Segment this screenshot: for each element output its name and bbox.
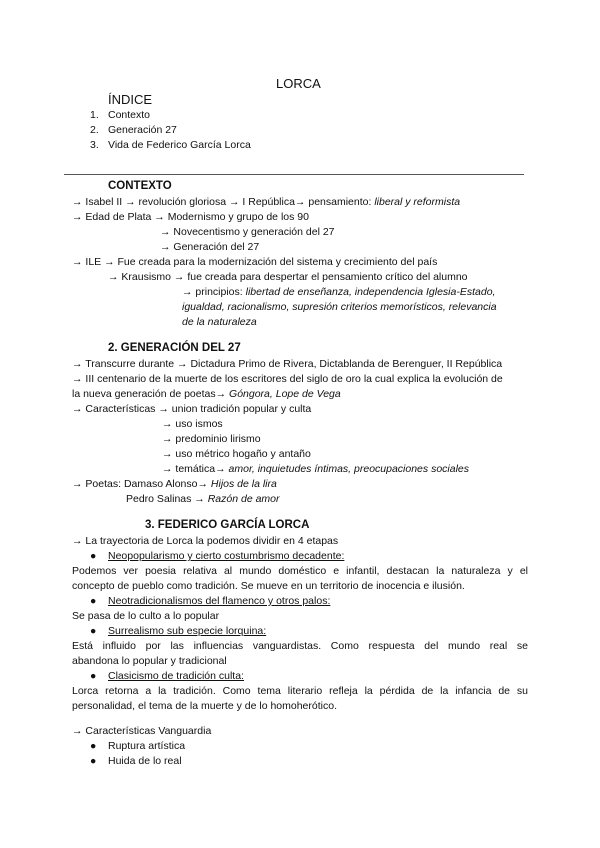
- gen27-line-10-italic: Razón de amor: [207, 493, 280, 505]
- contexto-line-3: → Novecentismo y generación del 27: [160, 226, 335, 238]
- gen27-line-10: [126, 493, 280, 506]
- index-item-2-label: Generación 27: [108, 124, 177, 136]
- bullet-icon: ●: [90, 670, 97, 682]
- lorca-vanguardia-item-1: [90, 740, 185, 753]
- lorca-stage-2-text: Se pasa de lo culto a lo popular: [72, 610, 220, 622]
- lorca-heading: 3. FEDERICO GARCÍA LORCA: [145, 519, 310, 531]
- lorca-stage-4: [90, 670, 244, 683]
- gen27-line-9-text: → Poetas: Damaso Alonso→: [72, 478, 211, 490]
- lorca-stage-3-text-a: Está influido por las influencias vanguardistas. Como respuesta del mundo real se: [72, 640, 528, 652]
- bullet-icon: ●: [90, 625, 97, 637]
- lorca-vanguardia: → Características Vanguardia: [72, 725, 212, 737]
- contexto-line-1-italic: liberal y reformista: [374, 196, 461, 208]
- bullet-icon: ●: [90, 755, 97, 767]
- lorca-vanguardia-item-1-label: Ruptura artística: [108, 740, 186, 752]
- gen27-heading: 2. GENERACIÓN DEL 27: [108, 342, 241, 354]
- gen27-line-1: → Transcurre durante → Dictadura Primo de Rivera, Dictablanda de Berenguer, II República: [72, 358, 503, 370]
- contexto-line-7: [182, 286, 495, 299]
- lorca-stage-2-label: Neotradicionalismos del flamenco y otros palos:: [108, 595, 331, 607]
- bullet-icon: ●: [90, 550, 97, 562]
- gen27-line-3-italic: Góngora, Lope de Vega: [229, 388, 341, 400]
- index-item-3: 3. Vida de Federico García Lorca: [90, 139, 251, 151]
- index-item-1-label: Contexto: [108, 109, 151, 121]
- lorca-vanguardia-item-2-label: Huida de lo real: [108, 755, 182, 767]
- contexto-line-2: → Edad de Plata → Modernismo y grupo de los 90: [72, 211, 309, 223]
- lorca-stage-4-label: Clasicismo de tradición culta:: [108, 670, 244, 682]
- gen27-line-4: → Características → union tradición popular y culta: [72, 403, 312, 415]
- index-item-3-label: Vida de Federico García Lorca: [108, 139, 251, 151]
- gen27-line-3: [72, 388, 341, 401]
- gen27-line-9: [72, 478, 277, 491]
- contexto-line-9: de la naturaleza: [182, 316, 257, 328]
- gen27-line-10-text: Pedro Salinas →: [126, 493, 208, 505]
- bullet-icon: ●: [90, 740, 97, 752]
- contexto-line-5: → ILE → Fue creada para la modernización del sistema y crecimiento del país: [72, 256, 438, 268]
- gen27-line-8-text: → temática→: [162, 463, 229, 475]
- gen27-line-7: → uso métrico hogaño y antaño: [162, 448, 311, 460]
- lorca-stage-4-text-b: personalidad, el tema de la muerte y de lo homoherótico.: [72, 700, 337, 712]
- index-item-2: 2. Generación 27: [90, 124, 177, 136]
- page-title: LORCA: [276, 76, 321, 91]
- index-heading: ÍNDICE: [108, 92, 153, 107]
- index-item-1: 1. Contexto: [90, 109, 151, 121]
- lorca-stage-1-label: Neopopularismo y cierto costumbrismo decadente:: [108, 550, 345, 562]
- contexto-heading: CONTEXTO: [108, 180, 172, 192]
- contexto-line-4: → Generación del 27: [160, 241, 260, 253]
- lorca-stage-2: [90, 595, 330, 608]
- lorca-vanguardia-item-2: [90, 755, 182, 768]
- contexto-line-8: igualdad, racionalismo, supresión criterios memorísticos, relevancia: [182, 301, 497, 313]
- lorca-stage-3-label: Surrealismo sub especie lorquina:: [108, 625, 267, 637]
- lorca-intro: → La trayectoria de Lorca la podemos dividir en 4 etapas: [72, 535, 339, 547]
- divider: [64, 174, 524, 175]
- gen27-line-6: → predominio lirismo: [162, 433, 261, 445]
- lorca-stage-1: [90, 550, 344, 563]
- lorca-stage-1-text-a: Podemos ver poesia relativa al mundo doméstico e infantil, destacan la naturaleza y el: [72, 565, 528, 577]
- gen27-line-2: → III centenario de la muerte de los escritores del siglo de oro la cual explica la evolución de: [72, 373, 503, 385]
- gen27-line-3-text: la nueva generación de poetas→: [72, 388, 230, 400]
- lorca-stage-1-text-b: concepto de pueblo como tradición. Se mueve en un territorio de inocencia e ilusión.: [72, 580, 465, 592]
- lorca-stage-3: [90, 625, 266, 638]
- bullet-icon: ●: [90, 595, 97, 607]
- gen27-line-8-italic: amor, inquietudes íntimas, preocupaciones sociales: [228, 463, 470, 475]
- contexto-line-7-text: → principios:: [182, 286, 246, 298]
- lorca-stage-4-text-a: Lorca retorna a la tradición. Como tema literario refleja la pérdida de la infancia de su: [72, 685, 528, 697]
- contexto-line-6: → Krausismo → fue creada para despertar el pensamiento crítico del alumno: [108, 271, 468, 283]
- contexto-line-7-italic: libertad de enseñanza, independencia Iglesia-Estado,: [245, 286, 496, 298]
- lorca-stage-3-text-b: abandona lo popular y tradicional: [72, 655, 227, 667]
- gen27-line-8: [162, 463, 469, 476]
- gen27-line-5: → uso ismos: [162, 418, 223, 430]
- gen27-line-9-italic: Hijos de la lira: [210, 478, 277, 490]
- contexto-line-1: [72, 196, 460, 209]
- contexto-line-1-text: → Isabel II → revolución gloriosa → I República→ pensamiento:: [72, 196, 375, 208]
